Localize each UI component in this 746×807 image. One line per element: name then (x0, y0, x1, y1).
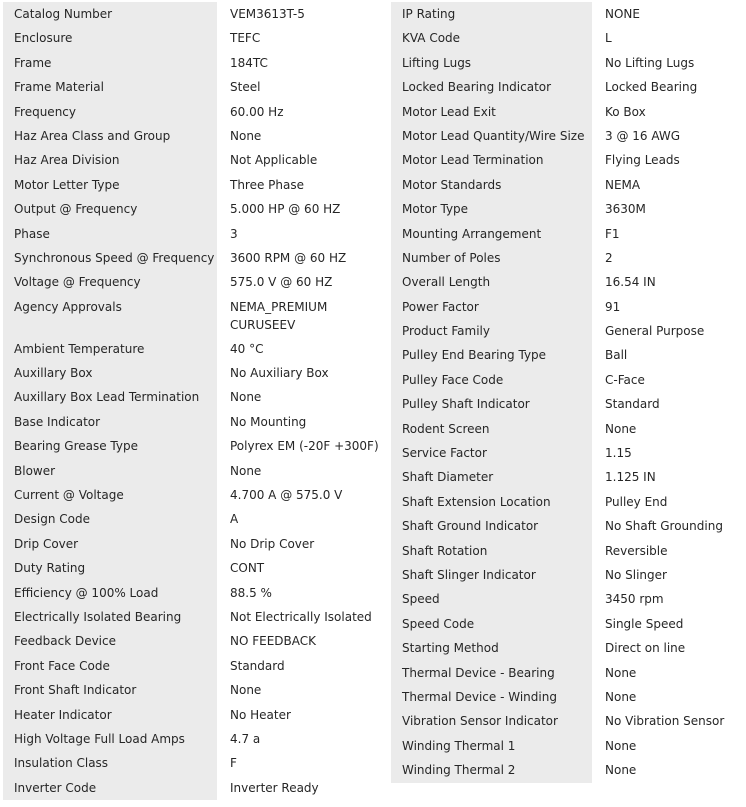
spec-row-drip-cover (3, 532, 391, 556)
spec-row-service-factor (391, 441, 742, 465)
spec-label: Ambient Temperature (3, 337, 217, 361)
spec-label: Pulley Face Code (391, 368, 592, 392)
spec-label: Front Shaft Indicator (3, 678, 217, 702)
spec-label: Frequency (3, 100, 217, 124)
spec-row-heater-indicator (3, 703, 391, 727)
spec-value: No Auxiliary Box (230, 366, 329, 381)
spec-value: No Lifting Lugs (605, 55, 695, 70)
spec-row-insulation-class (3, 751, 391, 775)
spec-value: Locked Bearing (605, 80, 698, 95)
spec-label: Front Face Code (3, 654, 217, 678)
spec-value: No Drip Cover (230, 536, 315, 551)
spec-value: 40 °C (230, 341, 264, 356)
spec-value: Not Electrically Isolated (230, 609, 372, 624)
spec-label: Catalog Number (3, 2, 217, 26)
spec-value: No Slinger (605, 567, 667, 582)
spec-value (217, 295, 391, 337)
spec-value: None (605, 738, 637, 753)
spec-label: Pulley End Bearing Type (391, 343, 592, 367)
spec-label: Motor Type (391, 197, 592, 221)
spec-row-pulley-end-bearing-type (391, 343, 742, 367)
spec-row-motor-lead-exit (391, 100, 742, 124)
spec-value: None (605, 421, 637, 436)
spec-label: Motor Lead Termination (391, 148, 592, 172)
spec-row-design-code (3, 507, 391, 531)
spec-value: Not Applicable (230, 153, 318, 168)
spec-label: Base Indicator (3, 410, 217, 434)
spec-row-feedback-device (3, 629, 391, 653)
spec-value: C-Face (605, 372, 645, 387)
spec-label: Drip Cover (3, 532, 217, 556)
spec-column-left (3, 2, 391, 800)
spec-label: Auxillary Box (3, 361, 217, 385)
spec-row-thermal-device-bearing (391, 661, 742, 685)
spec-row-shaft-diameter (391, 465, 742, 489)
spec-label: Phase (3, 222, 217, 246)
spec-label: Motor Standards (391, 173, 592, 197)
spec-label: Locked Bearing Indicator (391, 75, 592, 99)
spec-row-lifting-lugs (391, 51, 742, 75)
spec-label: Auxillary Box Lead Termination (3, 385, 217, 409)
spec-value: Pulley End (605, 494, 668, 509)
spec-value: None (605, 689, 637, 704)
spec-label: Number of Poles (391, 246, 592, 270)
spec-row-auxillary-box-lead-termination (3, 385, 391, 409)
spec-row-ambient-temperature (3, 337, 391, 361)
spec-row-front-face-code (3, 654, 391, 678)
spec-row-vibration-sensor-indicator (391, 709, 742, 733)
spec-row-frequency (3, 100, 391, 124)
spec-row-catalog-number (3, 2, 391, 26)
spec-row-frame (3, 51, 391, 75)
spec-value: 3 @ 16 AWG (605, 128, 681, 143)
spec-value: Single Speed (605, 616, 684, 631)
spec-value: No Shaft Grounding (605, 519, 723, 534)
spec-label: Heater Indicator (3, 703, 217, 727)
spec-value: Reversible (605, 543, 668, 558)
spec-label: Bearing Grease Type (3, 434, 217, 458)
spec-label: Agency Approvals (3, 295, 217, 337)
spec-label: Feedback Device (3, 629, 217, 653)
spec-row-locked-bearing-indicator (391, 75, 742, 99)
spec-label: Blower (3, 459, 217, 483)
spec-value: None (230, 390, 262, 405)
spec-row-winding-thermal-2 (391, 758, 742, 782)
spec-value: L (605, 31, 612, 46)
spec-row-blower (3, 459, 391, 483)
spec-row-shaft-rotation (391, 539, 742, 563)
spec-value: 88.5 % (230, 585, 272, 600)
spec-label: Frame (3, 51, 217, 75)
spec-value: Three Phase (230, 177, 305, 192)
spec-label: KVA Code (391, 26, 592, 50)
spec-label: Output @ Frequency (3, 197, 217, 221)
spec-row-auxillary-box (3, 361, 391, 385)
spec-label: Design Code (3, 507, 217, 531)
spec-row-bearing-grease-type (3, 434, 391, 458)
spec-row-number-of-poles (391, 246, 742, 270)
spec-value: General Purpose (605, 324, 705, 339)
spec-row-shaft-slinger-indicator (391, 563, 742, 587)
spec-value: 4.700 A @ 575.0 V (230, 488, 343, 503)
spec-row-electrically-isolated-bearing (3, 605, 391, 629)
spec-label: Motor Lead Exit (391, 100, 592, 124)
spec-label: Power Factor (391, 295, 592, 319)
spec-label: Overall Length (391, 270, 592, 294)
spec-row-starting-method (391, 636, 742, 660)
spec-label: Pulley Shaft Indicator (391, 392, 592, 416)
spec-label: Winding Thermal 2 (391, 758, 592, 782)
spec-row-duty-rating (3, 556, 391, 580)
spec-value: 5.000 HP @ 60 HZ (230, 202, 341, 217)
spec-value: No Vibration Sensor (605, 714, 725, 729)
spec-row-motor-letter-type (3, 173, 391, 197)
spec-row-speed (391, 587, 742, 611)
spec-row-mounting-arrangement (391, 222, 742, 246)
spec-value-line: NEMA_PREMIUM (230, 299, 328, 314)
spec-value: Inverter Ready (230, 780, 319, 795)
spec-value: No Mounting (230, 414, 307, 429)
spec-label: Voltage @ Frequency (3, 270, 217, 294)
spec-value: F (230, 756, 237, 771)
spec-label: Current @ Voltage (3, 483, 217, 507)
spec-label: Speed Code (391, 612, 592, 636)
spec-column-right (391, 2, 742, 783)
spec-label: Motor Lead Quantity/Wire Size (391, 124, 592, 148)
spec-label: High Voltage Full Load Amps (3, 727, 217, 751)
spec-label: Product Family (391, 319, 592, 343)
spec-value: None (230, 683, 262, 698)
spec-label: Shaft Diameter (391, 465, 592, 489)
spec-row-current-voltage (3, 483, 391, 507)
spec-value: TEFC (230, 31, 261, 46)
spec-label: Shaft Slinger Indicator (391, 563, 592, 587)
spec-label: Starting Method (391, 636, 592, 660)
spec-row-enclosure (3, 26, 391, 50)
spec-row-haz-area-division (3, 148, 391, 172)
spec-row-voltage-frequency (3, 270, 391, 294)
spec-label: Haz Area Class and Group (3, 124, 217, 148)
spec-row-motor-lead-quantity-wire-size (391, 124, 742, 148)
spec-row-overall-length (391, 270, 742, 294)
spec-label: Motor Letter Type (3, 173, 217, 197)
spec-value: 575.0 V @ 60 HZ (230, 275, 333, 290)
spec-row-motor-lead-termination (391, 148, 742, 172)
spec-row-high-voltage-full-load-amps (3, 727, 391, 751)
spec-label: Inverter Code (3, 776, 217, 800)
spec-label: Shaft Extension Location (391, 490, 592, 514)
spec-value: None (230, 463, 262, 478)
spec-label: Efficiency @ 100% Load (3, 581, 217, 605)
spec-value: 1.15 (605, 446, 632, 461)
spec-row-motor-standards (391, 173, 742, 197)
spec-row-winding-thermal-1 (391, 734, 742, 758)
spec-value: F1 (605, 226, 620, 241)
spec-value: None (605, 763, 637, 778)
spec-label: Shaft Rotation (391, 539, 592, 563)
spec-value: Ball (605, 348, 628, 363)
spec-value: No Heater (230, 707, 291, 722)
spec-value: 60.00 Hz (230, 104, 284, 119)
spec-value: NEMA (605, 177, 641, 192)
spec-row-pulley-face-code (391, 368, 742, 392)
spec-value: Flying Leads (605, 153, 680, 168)
spec-row-frame-material (3, 75, 391, 99)
spec-row-base-indicator (3, 410, 391, 434)
spec-value: 2 (605, 250, 613, 265)
spec-row-haz-area-class-and-group (3, 124, 391, 148)
spec-label: Electrically Isolated Bearing (3, 605, 217, 629)
spec-row-inverter-code (3, 776, 391, 800)
spec-row-synchronous-speed-frequency (3, 246, 391, 270)
spec-label: Frame Material (3, 75, 217, 99)
spec-value: Steel (230, 80, 261, 95)
spec-row-shaft-ground-indicator (391, 514, 742, 538)
spec-label: Lifting Lugs (391, 51, 592, 75)
spec-label: Thermal Device - Bearing (391, 661, 592, 685)
spec-label: Enclosure (3, 26, 217, 50)
spec-row-agency-approvals (3, 295, 391, 337)
spec-row-phase (3, 222, 391, 246)
spec-label: Vibration Sensor Indicator (391, 709, 592, 733)
spec-value: Ko Box (605, 104, 646, 119)
spec-row-ip-rating (391, 2, 742, 26)
spec-value: 3450 rpm (605, 592, 664, 607)
spec-row-power-factor (391, 295, 742, 319)
spec-label: Haz Area Division (3, 148, 217, 172)
spec-value: Polyrex EM (-20F +300F) (230, 439, 379, 454)
spec-label: Rodent Screen (391, 417, 592, 441)
spec-label: Thermal Device - Winding (391, 685, 592, 709)
spec-value: 3600 RPM @ 60 HZ (230, 250, 347, 265)
spec-row-output-frequency (3, 197, 391, 221)
spec-row-motor-type (391, 197, 742, 221)
spec-value-line: CURUSEEV (230, 317, 296, 332)
spec-label: Synchronous Speed @ Frequency (3, 246, 217, 270)
spec-row-rodent-screen (391, 417, 742, 441)
spec-value: 3 (230, 226, 238, 241)
spec-value: 1.125 IN (605, 470, 656, 485)
spec-value: CONT (230, 561, 265, 576)
spec-value: 184TC (230, 55, 268, 70)
spec-value: NONE (605, 7, 640, 21)
spec-value: Standard (230, 658, 285, 673)
spec-row-kva-code (391, 26, 742, 50)
spec-value: A (230, 512, 239, 527)
spec-label: Duty Rating (3, 556, 217, 580)
spec-row-product-family (391, 319, 742, 343)
spec-label: Insulation Class (3, 751, 217, 775)
spec-value: NO FEEDBACK (230, 634, 317, 649)
spec-row-pulley-shaft-indicator (391, 392, 742, 416)
spec-value: 16.54 IN (605, 275, 656, 290)
spec-label: IP Rating (391, 2, 592, 26)
spec-row-front-shaft-indicator (3, 678, 391, 702)
spec-label: Mounting Arrangement (391, 222, 592, 246)
spec-value: None (605, 665, 637, 680)
spec-row-speed-code (391, 612, 742, 636)
spec-row-efficiency-100-load (3, 581, 391, 605)
spec-label: Service Factor (391, 441, 592, 465)
spec-value: None (230, 128, 262, 143)
spec-label: Winding Thermal 1 (391, 734, 592, 758)
spec-label: Speed (391, 587, 592, 611)
spec-row-shaft-extension-location (391, 490, 742, 514)
spec-label: Shaft Ground Indicator (391, 514, 592, 538)
spec-value: Standard (605, 397, 660, 412)
spec-value: 91 (605, 299, 621, 314)
spec-value: 3630M (605, 202, 646, 217)
spec-row-thermal-device-winding (391, 685, 742, 709)
spec-value: Direct on line (605, 641, 686, 656)
spec-value: VEM3613T-5 (230, 7, 305, 21)
spec-value: 4.7 a (230, 731, 261, 746)
